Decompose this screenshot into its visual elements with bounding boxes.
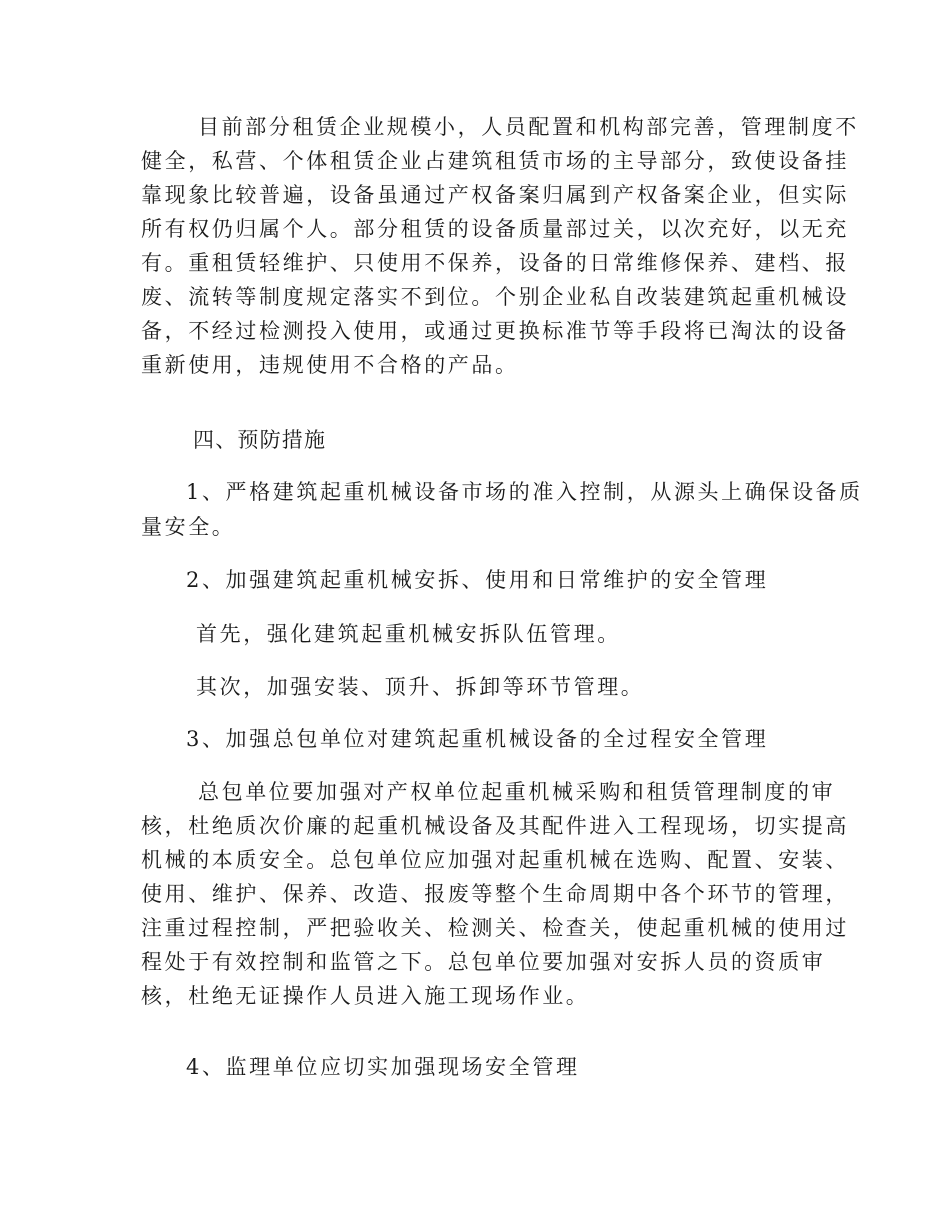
section-heading: 四、预防措施 <box>193 428 327 452</box>
item-1-line-1: 1、严格建筑起重机械设备市场的准入控制，从源头上确保设备质 <box>186 480 863 504</box>
paragraph-1-line-4: 所有权仍归属个人。部分租赁的设备质量部过关，以次充好，以无充 <box>141 217 849 241</box>
item-2-heading: 2、加强建筑起重机械安拆、使用和日常维护的安全管理 <box>186 568 769 592</box>
paragraph-1-line-7: 备，不经过检测投入使用，或通过更换标准节等手段将已淘汰的设备 <box>141 319 849 343</box>
paragraph-1-line-5: 有。重租赁轻维护、只使用不保养，设备的日常维修保养、建档、报 <box>141 251 849 275</box>
item-3-line-5: 注重过程控制，严把验收关、检测关、检查关，使起重机械的使用过 <box>141 916 849 940</box>
paragraph-1-line-8: 重新使用，违规使用不合格的产品。 <box>141 353 519 377</box>
item-4-heading: 4、监理单位应切实加强现场安全管理 <box>186 1055 580 1079</box>
item-3-heading: 3、加强总包单位对建筑起重机械设备的全过程安全管理 <box>186 727 769 751</box>
item-3-line-1: 总包单位要加强对产权单位起重机械采购和租赁管理制度的审 <box>198 780 836 804</box>
item-2-sub-1: 首先，强化建筑起重机械安拆队伍管理。 <box>196 622 621 646</box>
item-3-line-4: 使用、维护、保养、改造、报废等整个生命周期中各个环节的管理， <box>141 882 849 906</box>
paragraph-1-line-3: 靠现象比较普遍，设备虽通过产权备案归属到产权备案企业，但实际 <box>141 183 849 207</box>
paragraph-1-line-6: 废、流转等制度规定落实不到位。个别企业私自改装建筑起重机械设 <box>141 285 849 309</box>
item-1-line-2: 量安全。 <box>141 515 236 539</box>
item-3-line-7: 核，杜绝无证操作人员进入施工现场作业。 <box>141 984 590 1008</box>
item-3-line-6: 程处于有效控制和监管之下。总包单位要加强对安拆人员的资质审 <box>141 950 826 974</box>
item-3-line-3: 机械的本质安全。总包单位应加强对起重机械在选购、配置、安装、 <box>141 848 849 872</box>
paragraph-1-line-2: 健全，私营、个体租赁企业占建筑租赁市场的主导部分，致使设备挂 <box>141 149 849 173</box>
paragraph-1-line-1: 目前部分租赁企业规模小，人员配置和机构部完善，管理制度不 <box>198 115 859 139</box>
item-3-line-2: 核，杜绝质次价廉的起重机械设备及其配件进入工程现场，切实提高 <box>141 814 849 838</box>
item-2-sub-2: 其次，加强安装、顶升、拆卸等环节管理。 <box>196 675 645 699</box>
